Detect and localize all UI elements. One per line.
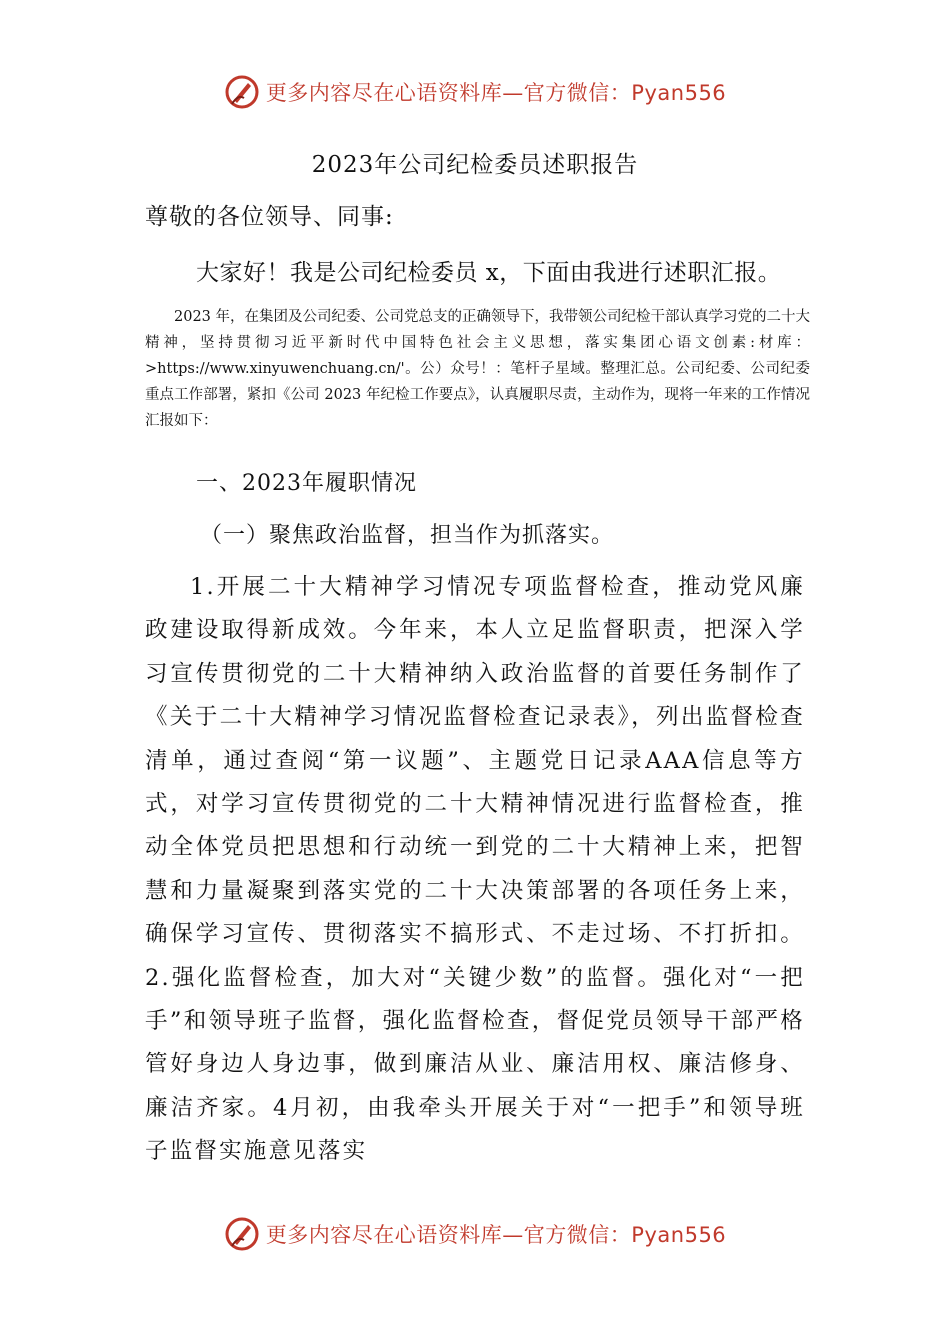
pen-logo-icon <box>224 1216 260 1252</box>
watermark-text: 更多内容尽在心语资料库—官方微信：Pyan556 <box>265 1223 727 1247</box>
watermark-banner-top <box>0 72 950 112</box>
section-heading: 一、2023年履职情况 <box>196 471 417 496</box>
subsection-heading: （一）聚焦政治监督，担当作为抓落实。 <box>200 523 615 548</box>
watermark-text: 更多内容尽在心语资料库—官方微信：Pyan556 <box>265 81 727 105</box>
document-title: 2023年公司纪检委员述职报告 <box>311 152 639 178</box>
body-paragraph: 1.开展二十大精神学习情况专项监督检查，推动党风廉政建设取得新成效。今年来，本人立足监督职责，把深入学习宣传贯彻党的二十大精神纳入政治监督的首要任务制作了《关于二十大精神学习情况监督检查记录表》，列出监督检查清单，通过查阅“第一议题”、主题党日记录AAA信息等方式，对学习宣传贯彻党的二十大精神情况进行监督检查，推动全体党员把思想和行动统一到党的二十大精神上来，把智慧和力量凝聚到落实党的二十大决策部署的各项任务上来，确保学习宣传、贯彻落实不搞形式、不走过场、不打折扣。2.强化监督检查，加大对“关键少数”的监督。强化对“一把手”和领导班子监督，强化监督检查，督促党员领导干部严格管好身边人身边事，做到廉洁从业、廉洁用权、廉洁修身、廉洁齐家。4月初，由我牵头开展关于对“一把手”和领导班子监督实施意见落实 <box>145 574 805 1165</box>
pen-logo-icon <box>224 74 260 110</box>
watermark-banner-bottom <box>0 1214 950 1254</box>
salutation: 尊敬的各位领导、同事: <box>145 204 394 230</box>
greeting: 大家好！我是公司纪检委员 x，下面由我进行述职汇报。 <box>196 260 782 286</box>
intro-paragraph: 2023 年，在集团及公司纪委、公司党总支的正确领导下，我带领公司纪检干部认真学习党的二十大精神，坚持贯彻习近平新时代中国特色社会主义思想，落实集团心语文创素:材库：>https://www.xinyuwenchuang.cn/'。公）众号！：笔杆子星域。整理汇总。公司纪委、公司纪委重点工作部署，紧扣《公司 2023 年纪检工作要点》，认真履职尽责，主动作为，现将一年来的工作情况汇报如下： <box>145 309 811 429</box>
